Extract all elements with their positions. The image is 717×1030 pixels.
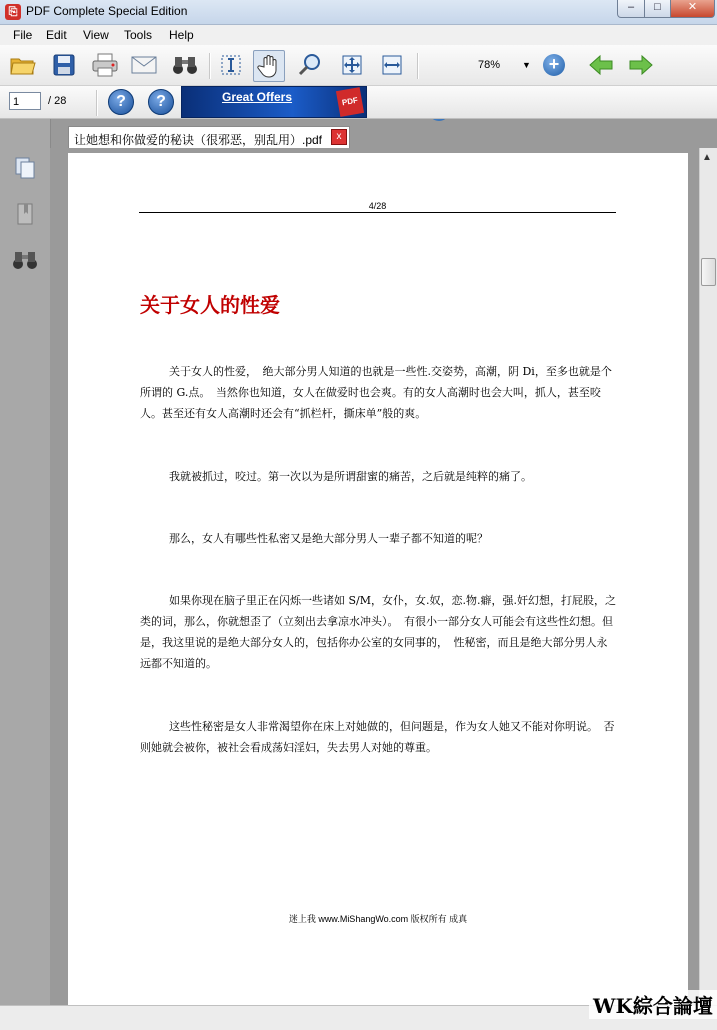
toolbar-divider (96, 90, 98, 116)
window-title: PDF Complete Special Edition (26, 4, 188, 18)
find-binoculars-icon[interactable] (170, 50, 200, 80)
save-icon[interactable] (49, 50, 79, 80)
left-panel (0, 119, 51, 1024)
print-icon[interactable] (90, 50, 120, 80)
select-text-icon[interactable] (216, 50, 246, 80)
close-button[interactable]: ✕ (670, 0, 715, 18)
zoom-level[interactable]: 78% (478, 59, 501, 71)
paragraph: 那么，女人有哪些性私密又是绝大部分男人一辈子都不知道的呢？ (169, 532, 488, 545)
search-binoculars-icon[interactable] (12, 247, 38, 273)
page-number-input[interactable]: 1 (9, 92, 41, 110)
pdf-page (68, 153, 688, 1005)
zoom-dropdown-icon[interactable]: ▼ (522, 60, 531, 70)
toolbar-divider (417, 53, 419, 79)
hand-tool-icon[interactable] (253, 50, 285, 82)
scroll-thumb[interactable] (701, 258, 716, 286)
toolbar-divider (209, 53, 211, 79)
paragraph: 我就被抓过，咬过。第一次以为是所谓甜蜜的痛苦，之后就是纯粹的痛了。 (169, 470, 532, 483)
help-icon[interactable]: ? (108, 89, 134, 115)
menu-file[interactable]: File (13, 28, 33, 42)
menu-help[interactable]: Help (169, 28, 194, 42)
zoom-tool-icon[interactable] (295, 50, 325, 80)
open-folder-icon[interactable] (8, 50, 38, 80)
previous-page-icon[interactable] (586, 50, 616, 80)
fit-width-icon[interactable] (377, 50, 407, 80)
title-bar (0, 0, 717, 25)
menu-edit[interactable]: Edit (46, 28, 67, 42)
watermark: WK綜合論壇 (589, 990, 717, 1019)
online-help-icon[interactable]: ? (148, 89, 174, 115)
document-heading: 关于女人的性爱 (140, 293, 280, 317)
page-header-rule (139, 212, 616, 213)
paragraph: 关于女人的性爱， 绝大部分男人知道的也就是一些性.交姿势，高潮，阴 Di，至多也就是个所谓的 G.点。 当然你也知道，女人在做爱时也会爽。有的女人高潮时也会大叫，抓人，甚至咬人。甚至还有女人高潮时还会有“抓栏杆，撕床单”般的爽。 (140, 365, 612, 420)
scroll-up-icon[interactable]: ▲ (702, 152, 712, 163)
great-offers-banner[interactable] (181, 86, 367, 118)
vertical-scrollbar[interactable] (699, 148, 717, 1005)
page-total: / 28 (48, 95, 67, 107)
document-tab[interactable] (68, 126, 350, 149)
app-icon: ⎘ (5, 4, 21, 20)
fit-page-icon[interactable] (337, 50, 367, 80)
maximize-button[interactable]: □ (644, 0, 671, 18)
page-header-number: 4/28 (368, 201, 387, 211)
email-icon[interactable] (129, 50, 159, 80)
zoom-in-icon[interactable]: + (543, 54, 565, 76)
tab-close-icon[interactable]: x (331, 129, 347, 145)
paragraph: 这些性秘密是女人非常渴望你在床上对她做的，但问题是，作为女人她又不能对你明说。 否则她就会被你，被社会看成荡妇淫妇，失去男人对她的尊重。 (140, 720, 615, 754)
page-footer: 迷上我 www.MiShangWo.com 版权所有 成真 (288, 914, 468, 924)
menu-bar (0, 25, 717, 45)
main-toolbar (0, 45, 717, 86)
menu-tools[interactable]: Tools (124, 28, 153, 42)
bookmarks-icon[interactable] (12, 201, 38, 227)
pages-thumbnail-icon[interactable] (12, 155, 38, 181)
next-page-icon[interactable] (626, 50, 656, 80)
great-offers-link[interactable]: Great Offers (222, 90, 293, 104)
minimize-button[interactable]: ‒ (617, 0, 645, 18)
tab-filename: 让她想和你做爱的秘诀（很邪恶，别乱用）.pdf (74, 133, 323, 147)
pdf-badge-icon: PDF (336, 87, 364, 117)
paragraph: 如果你现在脑子里正在闪烁一些诸如 S/M，女仆，女.奴，恋.物.癖，强.奸幻想，打屁股，之类的词，那么，你就想歪了（立刻出去拿凉水冲头）。 有很小一部分女人可能会有这些性幻想。但是，我这里说的是绝大部分女人的，包括你办公室的女同事的， 性秘密，而且是绝大部分男人永远都不知道的。 (140, 594, 616, 670)
menu-view[interactable]: View (83, 28, 109, 42)
